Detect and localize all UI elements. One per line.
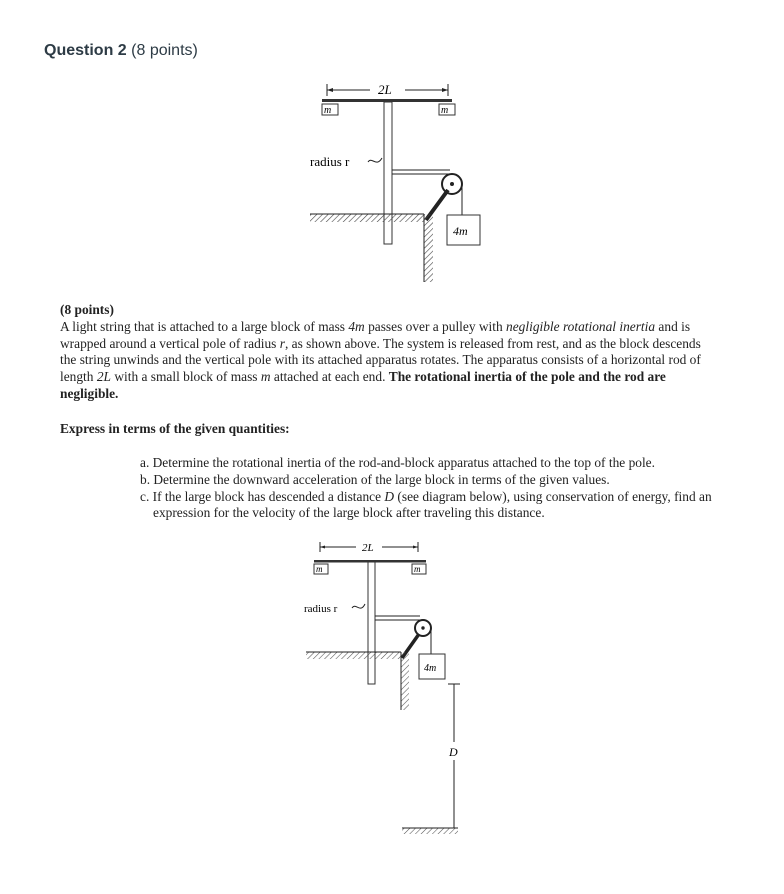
- problem-bold-note: The rotational inertia of the pole and the rod are negligible.: [60, 369, 666, 401]
- question-parts: [140, 455, 740, 522]
- label-D: D: [449, 745, 458, 759]
- label-radius: radius r: [310, 154, 350, 169]
- question-points: (8 points): [131, 42, 198, 59]
- apparatus-figure-bottom: [298, 538, 468, 848]
- question-title: Question 2: [44, 42, 127, 59]
- label-2L: 2L: [378, 82, 392, 97]
- part-a: a. Determine the rotational inertia of the rod-and-block apparatus attached to the top of the pole.: [140, 455, 655, 470]
- label-4m-2: 4m: [424, 663, 437, 674]
- part-c: c. If the large block has descended a distance D (see diagram below), using conservation of energy, find an expression for the velocity of the large block after traveling this distance.: [140, 488, 712, 521]
- part-b: b. Determine the downward acceleration of the large block in terms of the given values.: [140, 471, 610, 487]
- label-2L-2: 2L: [362, 542, 374, 554]
- label-4m: 4m: [453, 224, 468, 238]
- problem-paragraph: A light string that is attached to a large block of mass 4m passes over a pulley with negligible rotational inertia and is wrapped around a vertical pole of radius r, as shown above. The system is released from rest, and as the block descends the string unwinds and the vertical pole with its attached apparatus rotates. The apparatus consists of a horizontal rod of length 2L with a small block of mass m attached at each end. The rotational inertia of the pole and the rod are negligible.: [60, 318, 701, 401]
- problem-text: [60, 302, 720, 403]
- label-m-right: m: [441, 105, 449, 116]
- label-m-right-2: m: [414, 564, 421, 574]
- label-m-left: m: [324, 105, 332, 116]
- express-instruction: Express in terms of the given quantities:: [60, 421, 290, 436]
- apparatus-figure-top: [300, 78, 500, 288]
- label-m-left-2: m: [316, 564, 323, 574]
- label-radius-2: radius r: [304, 603, 338, 615]
- problem-points: (8 points): [60, 302, 114, 317]
- question-header: [44, 42, 198, 60]
